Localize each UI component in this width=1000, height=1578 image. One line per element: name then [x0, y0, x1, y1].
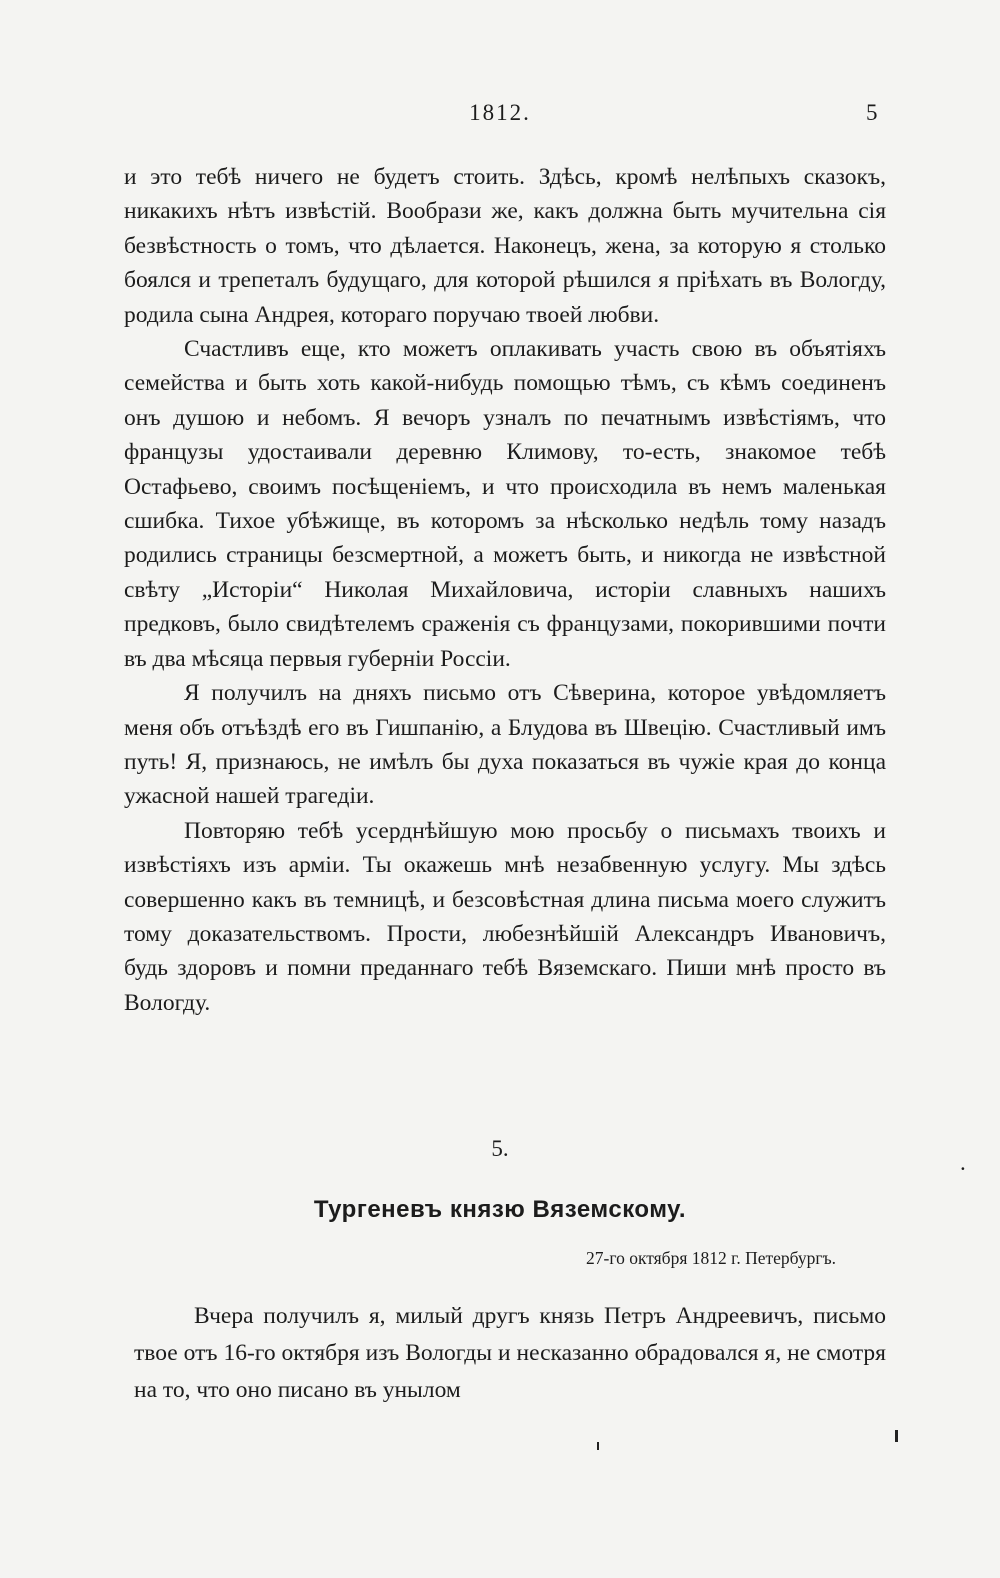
body-paragraph: Повторяю тебѣ усерднѣйшую мою просьбу о письмахъ твоихъ и извѣстіяхъ изъ арміи. Ты окажешь мнѣ незабвенную услугу. Мы здѣсь совершенно какъ въ темницѣ, и безсовѣстная длина письма моего служитъ тому доказательствомъ. Прости, любезнѣйшій Александръ Ивановичъ, будь здоровъ и помни преданнаго тебѣ Вяземскаго. Пиши мнѣ просто въ Вологду.: [124, 817, 886, 1016]
body-paragraph: Вчера получилъ я, милый другъ князь Петръ Андреевичъ, письмо твое отъ 16-го октября изъ Вологды и несказанно обрадовался я, не смотря на то, что оно писано въ унылом: [134, 1303, 886, 1403]
margin-dot: .: [960, 1150, 966, 1175]
letter-dateline: 27-го октября 1812 г. Петербургъ.: [586, 1248, 836, 1268]
letter-body-text: [124, 160, 886, 1020]
letter-title: Тургеневъ князю Вяземскому.: [313, 1196, 687, 1223]
running-header-year: 1812.: [469, 100, 531, 125]
letter-number: 5.: [491, 1136, 509, 1161]
body-paragraph: Счастливъ еще, кто можетъ оплакивать участь свою въ объятіяхъ семейства и быть хоть какой-нибудь помощью тѣмъ, съ кѣмъ соединенъ онъ душою и небомъ. Я вечоръ узналъ по печатнымъ извѣстіямъ, что французы удостаивали деревню Климову, то-есть, знакомое тебѣ Остафьево, своимъ посѣщеніемъ, и что происходила въ немъ маленькая сшибка. Тихое убѣжище, въ которомъ за нѣсколько недѣль тому назадъ родились страницы безсмертной, а можетъ быть, и никогда не извѣстной свѣту „Исторіи“ Николая Михайловича, исторіи славныхъ нашихъ предковъ, было свидѣтелемъ сраженія съ французами, покорившими почти въ два мѣсяца первыя губерніи Россіи.: [124, 336, 886, 672]
body-paragraph: Я получилъ на дняхъ письмо отъ Сѣверина, которое увѣдомляетъ меня объ отъѣздѣ его въ Гишпанію, а Блудова въ Швецію. Счастливый имъ путь! Я, признаюсь, не имѣлъ бы духа показаться въ чужіе края до конца ужасной нашей трагедіи.: [124, 680, 886, 810]
body-paragraph: и это тебѣ ничего не будетъ стоить. Здѣсь, кромѣ нелѣпыхъ сказокъ, никакихъ нѣтъ извѣстій. Вообрази же, какъ должна быть мучительна сія безвѣстность о томъ, что дѣлается. Наконецъ, жена, за которую я столько боялся и трепеталъ будущаго, для которой рѣшился я пріѣхать въ Вологду, родила сына Андрея, котораго поручаю твоей любви.: [124, 164, 886, 328]
page-number: 5: [866, 100, 878, 125]
print-speck: [895, 1430, 898, 1442]
letter-opening-text: [134, 1298, 886, 1409]
print-speck: [597, 1442, 599, 1450]
